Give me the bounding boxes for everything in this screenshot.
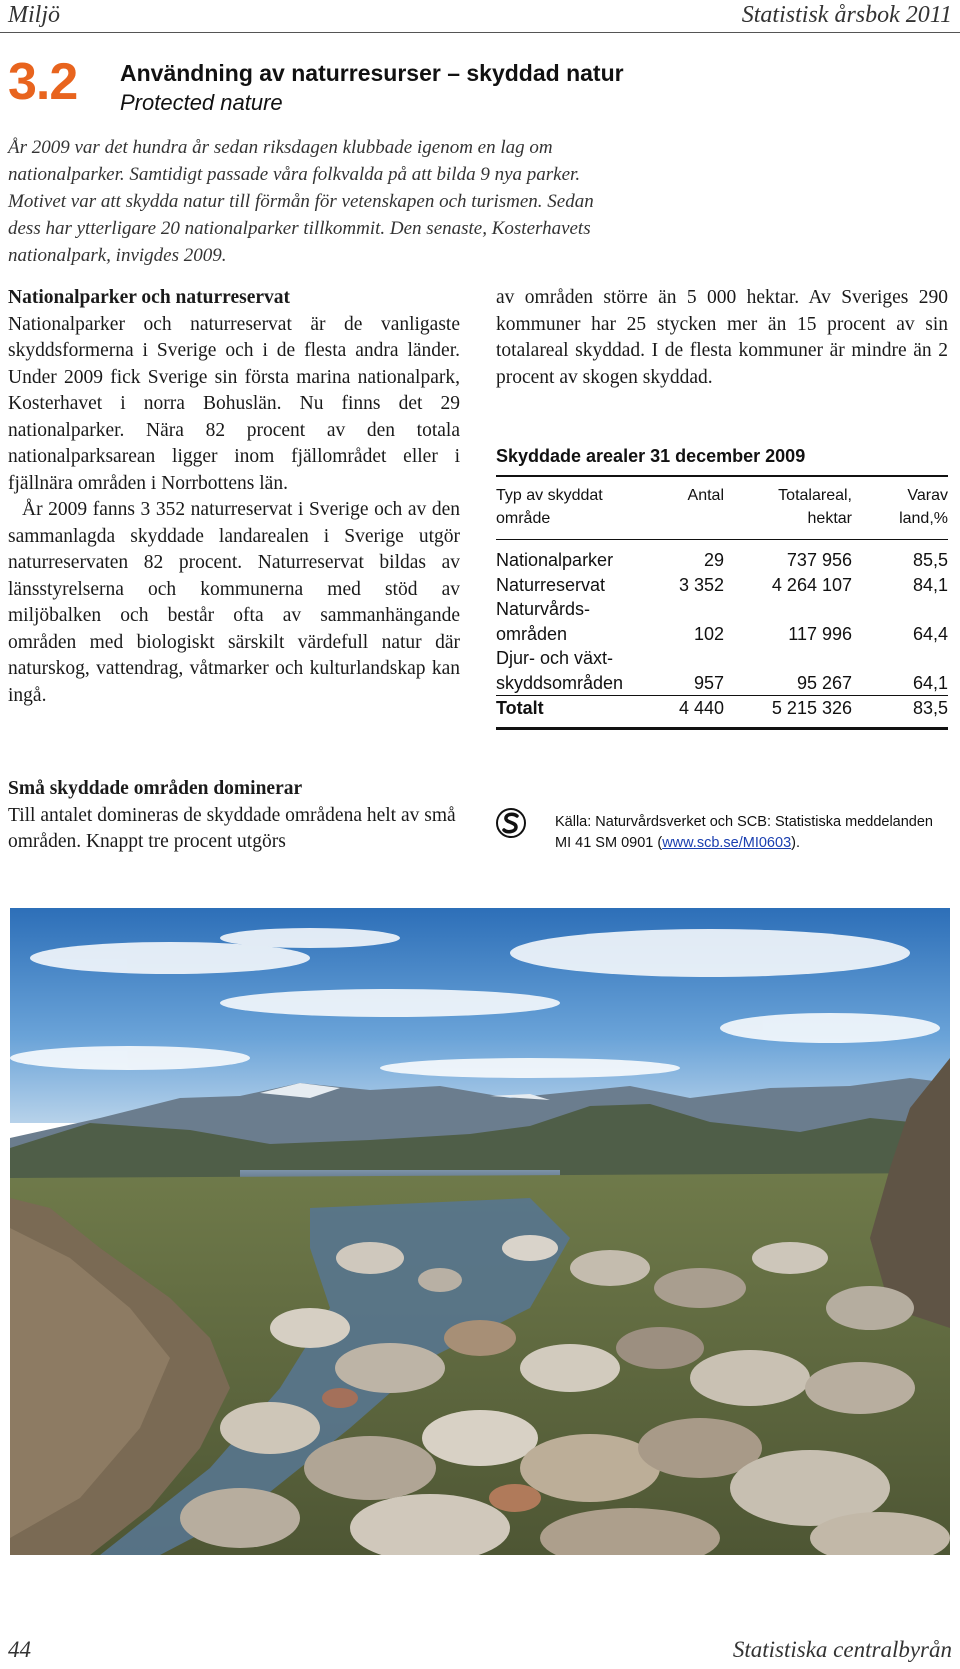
section-subtitle: Protected nature — [120, 90, 283, 115]
subheading-nationalparker: Nationalparker och naturreservat — [8, 287, 290, 308]
table-total-row: Totalt 4 440 5 215 326 83,5 — [496, 695, 948, 721]
column-header-area: Totalareal, hektar — [778, 487, 852, 527]
page-number: 44 — [8, 1637, 31, 1662]
table-row: Naturvårds- områden 102 117 996 64,4 — [496, 599, 948, 644]
header-rule — [0, 32, 960, 33]
running-header-left: Miljö — [8, 2, 60, 28]
column-header-count: Antal — [687, 487, 724, 504]
paragraph: Till antalet domineras de skyddade områdena helt av små områden. Knappt tre procent utgörs — [8, 804, 456, 852]
landscape-photo — [10, 908, 950, 1555]
scb-logo-icon — [496, 808, 526, 838]
table-row: Naturreservat 3 352 4 264 107 84,1 — [496, 574, 948, 595]
left-column-continued — [8, 776, 460, 856]
table-header-rule — [496, 539, 948, 540]
paragraph: År 2009 fanns 3 352 naturreservat i Sverige och av den sammanlagda skyddade landarealen i Sverige utgör naturreservaten 82 procent. Naturreservat bildas av länsstyrelserna och kommunerna med stöd av miljöbalken och består ofta av sammanhängande områden med biologiskt särskilt värdefull natur där naturskog, vattendrag, våtmarker och kulturlandskap kan ingå. — [8, 499, 460, 706]
column-header-land: Varav land,% — [899, 487, 948, 527]
running-header-right: Statistisk årsbok 2011 — [741, 2, 952, 28]
left-column — [8, 285, 460, 709]
column-header-type: Typ av skyddat område — [496, 487, 603, 527]
table-title: Skyddade arealer 31 december 2009 — [496, 446, 806, 466]
section-title: Användning av naturresurser – skyddad natur — [120, 60, 624, 86]
table-header-row — [496, 484, 948, 536]
publisher: Statistiska centralbyrån — [732, 1637, 952, 1662]
section-number: 3.2 — [8, 53, 78, 111]
intro-paragraph: År 2009 var det hundra år sedan riksdagen klubbade igenom en lag om nationalparker. Samtidigt passade våra folkvalda på att bilda 9 nya parker. Motivet var att skydda natur till förmån för vetenskapen och turismen. Sedan dess har ytterligare 20 nationalparker tillkommit. Den senaste, Kosterhavets nationalpark, invigdes 2009. — [8, 137, 594, 266]
source-link[interactable]: www.scb.se/MI0603 — [662, 835, 792, 851]
paragraph: av områden större än 5 000 hektar. Av Sveriges 290 kommuner har 25 stycken mer än 15 procent av sin totalareal skyddad. I de flesta kommuner är mindre än 2 procent av skogen skyddad. — [496, 287, 948, 388]
paragraph: Nationalparker och naturreservat är de vanligaste skyddsformerna i Sverige och i de flesta andra länder. Under 2009 fick Sverige sin första marina nationalpark, Kosterhavet i norra Bohuslän. Nu finns det 29 nationalparker. Nära 82 procent av den totala nationalparksarean ligger inom fjällområdet eller i fjällnära områden i Norrbottens län. — [8, 313, 460, 494]
protected-areas-table — [496, 484, 948, 730]
table-bottom-rule — [496, 727, 948, 730]
table-row: Djur- och växt- skyddsområden 957 95 267 64,1 — [496, 648, 948, 693]
table-row: Nationalparker 29 737 956 85,5 — [496, 550, 948, 570]
right-column — [496, 285, 948, 391]
table-top-rule — [496, 475, 948, 477]
subheading-sma-omraden: Små skyddade områden dominerar — [8, 778, 303, 799]
source-note: Källa: Naturvårdsverket och SCB: Statistiska meddelanden MI 41 SM 0901 (www.scb.se/MI0603). — [555, 814, 933, 851]
